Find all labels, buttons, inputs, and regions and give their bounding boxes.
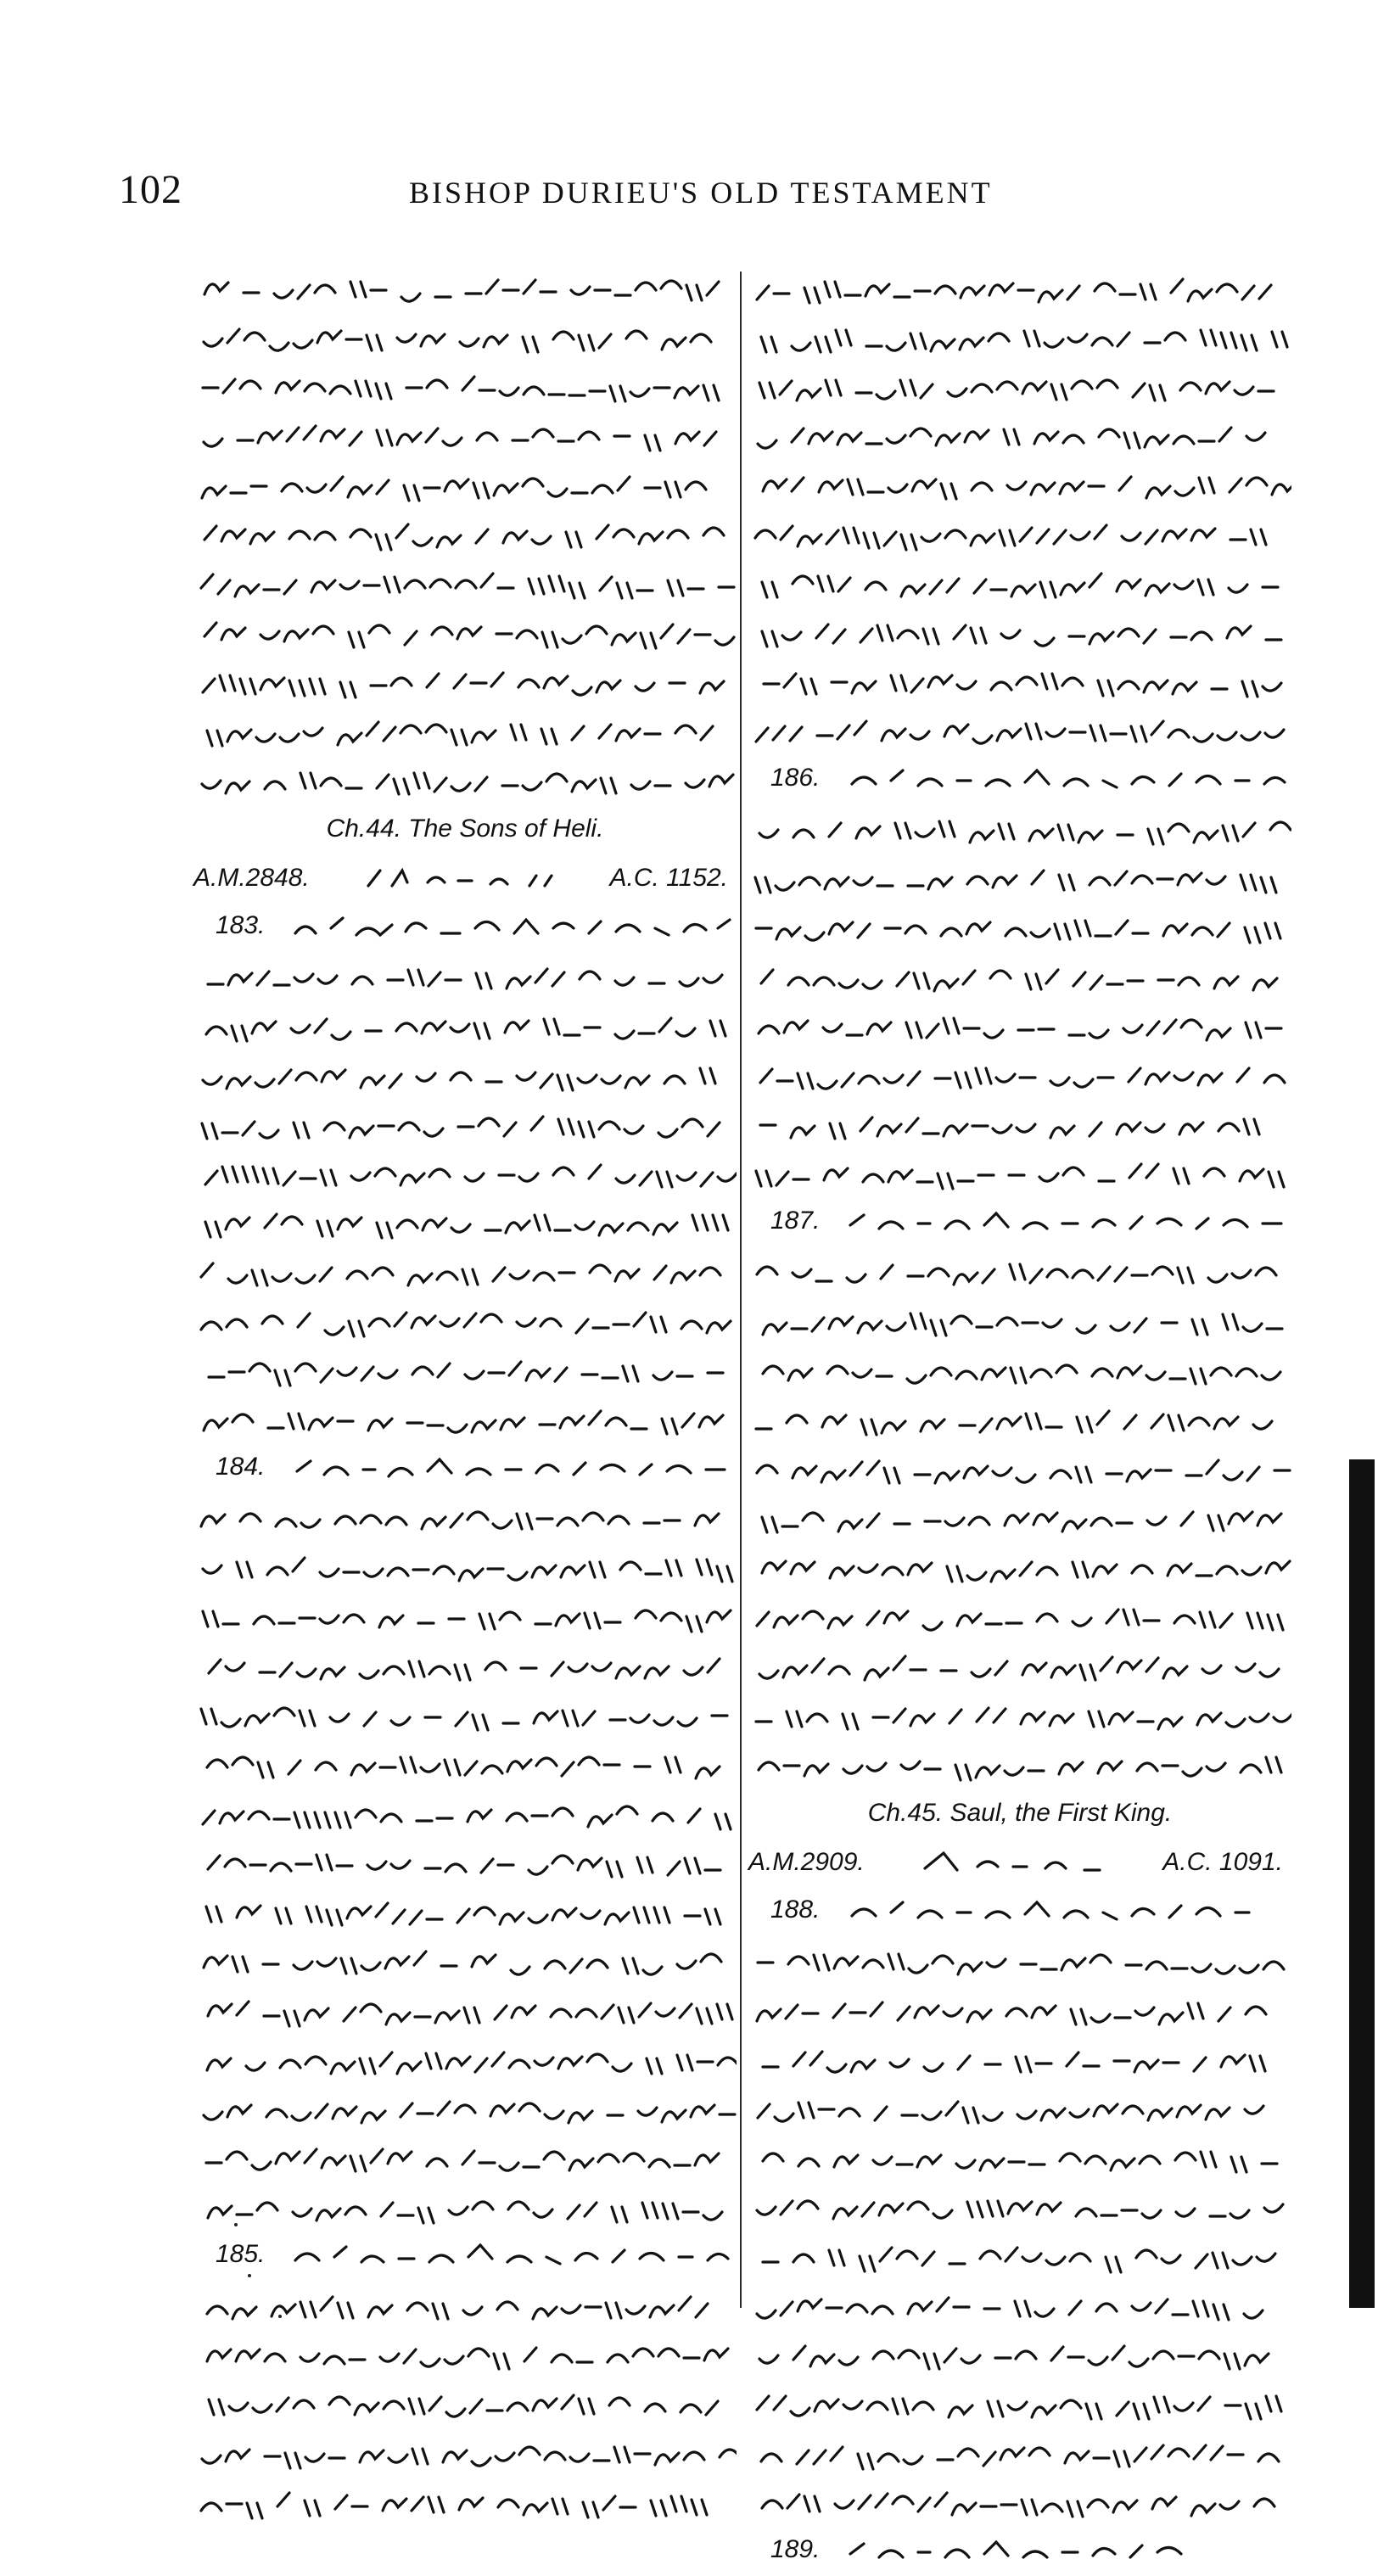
shorthand-line [748,1296,1291,1346]
shorthand-block-verse-188 [748,1936,1291,2527]
shorthand-line [748,804,1291,854]
shorthand-line [193,2084,737,2133]
verse-185-start [193,2232,737,2281]
shorthand-line [748,706,1291,755]
shorthand-line [193,1346,737,1395]
shorthand-line [193,1395,737,1444]
shorthand-line [748,1592,1291,1641]
date-am: A.M.2909. [748,1848,865,1876]
print-speck [234,2223,238,2226]
shorthand-line [193,1543,737,1592]
shorthand-line [193,2035,737,2084]
shorthand-line [748,2084,1291,2133]
shorthand-line [193,608,737,657]
shorthand-line [748,411,1291,460]
shorthand-line [748,952,1291,1001]
shorthand-line [193,2428,737,2478]
date-am: A.M.2848. [193,864,310,892]
shorthand-line [193,1887,737,1936]
shorthand-line [748,1690,1291,1739]
shorthand-line [748,2133,1291,2182]
shorthand-line [193,1592,737,1641]
shorthand-line [748,1247,1291,1296]
shorthand-line [193,1050,737,1100]
shorthand-line [748,1936,1291,1985]
shorthand-line [193,1198,737,1247]
shorthand-line [748,2379,1291,2428]
shorthand-line [748,2232,1291,2281]
shorthand-line [193,2281,737,2330]
shorthand-line [748,1100,1291,1149]
shorthand-line [842,755,1291,804]
shorthand-block-verse-183 [193,952,737,1444]
shorthand-line [193,1985,737,2035]
shorthand-line [287,903,737,952]
shorthand-line [748,2478,1291,2527]
shorthand-line [193,1690,737,1739]
shorthand-line [748,2035,1291,2084]
shorthand-line [193,1296,737,1346]
verse-number-187: 187. [770,1207,821,1235]
right-column [748,263,1291,2576]
shorthand-line [193,1838,737,1887]
verse-186-start [748,755,1291,804]
shorthand-line [748,1985,1291,2035]
shorthand-line [748,2428,1291,2478]
page-edge-shadow [1349,1459,1375,2308]
shorthand-line [193,460,737,509]
shorthand-block-left-intro [193,263,737,804]
column-divider [740,272,742,2308]
verse-189-start [748,2527,1291,2576]
shorthand-line [193,1739,737,1789]
verse-number-189: 189. [770,2535,821,2563]
shorthand-line [193,263,737,312]
date-ac: A.C. 1152. [609,864,728,892]
running-head: BISHOP DURIEU'S OLD TESTAMENT [409,176,993,210]
shorthand-block-verse-187 [748,1247,1291,1789]
shorthand-line [193,2379,737,2428]
shorthand-line [748,460,1291,509]
shorthand-line [193,1493,737,1543]
shorthand-line [748,1001,1291,1050]
shorthand-line [193,411,737,460]
shorthand-line [193,2133,737,2182]
date-ac: A.C. 1091. [1162,1848,1283,1876]
shorthand-line [193,657,737,706]
shorthand-line [193,558,737,608]
shorthand-line [193,706,737,755]
shorthand-line [193,952,737,1001]
date-line-45 [748,1838,1291,1887]
shorthand-line [193,2330,737,2379]
shorthand-block-verse-184 [193,1493,737,2232]
verse-number-183: 183. [216,911,266,939]
verse-number-186: 186. [770,764,821,792]
shorthand-line [748,1493,1291,1543]
chapter-heading-44: Ch.44. The Sons of Heli. [326,815,604,843]
shorthand-line [748,509,1291,558]
chapter-heading-45: Ch.45. Saul, the First King. [867,1799,1173,1827]
shorthand-line [193,1247,737,1296]
shorthand-line [748,1395,1291,1444]
shorthand-line [842,1198,1291,1247]
shorthand-line [842,2527,1291,2576]
shorthand-block-verse-186 [748,804,1291,1198]
verse-187-start [748,1198,1291,1247]
shorthand-line [193,2182,737,2232]
shorthand-line [748,903,1291,952]
verse-188-start [748,1887,1291,1936]
shorthand-line [748,1149,1291,1198]
shorthand-line [193,1149,737,1198]
shorthand-line [748,558,1291,608]
shorthand-line [287,1444,737,1493]
verse-number-188: 188. [770,1896,821,1924]
shorthand-line [748,1641,1291,1690]
page-number: 102 [119,167,182,212]
shorthand-line [748,608,1291,657]
date-line-44 [193,854,737,903]
shorthand-line [193,361,737,411]
date-shorthand-glyphs [918,1845,1113,1882]
shorthand-line [748,2182,1291,2232]
shorthand-line [748,657,1291,706]
shorthand-line [748,312,1291,361]
shorthand-line [193,1789,737,1838]
shorthand-line [748,361,1291,411]
verse-183-start [193,903,737,952]
left-column [193,263,737,2527]
date-shorthand-glyphs [363,860,558,898]
shorthand-line [748,854,1291,903]
shorthand-line [193,2478,737,2527]
shorthand-line [748,1346,1291,1395]
verse-number-184: 184. [216,1453,266,1481]
shorthand-block-verse-185 [193,2281,737,2527]
shorthand-line [748,263,1291,312]
shorthand-line [193,1001,737,1050]
shorthand-line [193,312,737,361]
print-speck [278,2315,282,2318]
print-speck [248,2274,251,2277]
verse-number-185: 185. [216,2240,266,2268]
verse-184-start [193,1444,737,1493]
shorthand-line [748,2330,1291,2379]
shorthand-line [748,2281,1291,2330]
shorthand-line [193,755,737,804]
shorthand-line [842,1887,1291,1936]
shorthand-line [748,1739,1291,1789]
shorthand-line [193,1641,737,1690]
shorthand-line [287,2232,737,2281]
shorthand-line [748,1543,1291,1592]
shorthand-line [193,509,737,558]
shorthand-line [193,1100,737,1149]
shorthand-line [748,1050,1291,1100]
shorthand-line [193,1936,737,1985]
shorthand-line [748,1444,1291,1493]
shorthand-block-right-intro [748,263,1291,755]
